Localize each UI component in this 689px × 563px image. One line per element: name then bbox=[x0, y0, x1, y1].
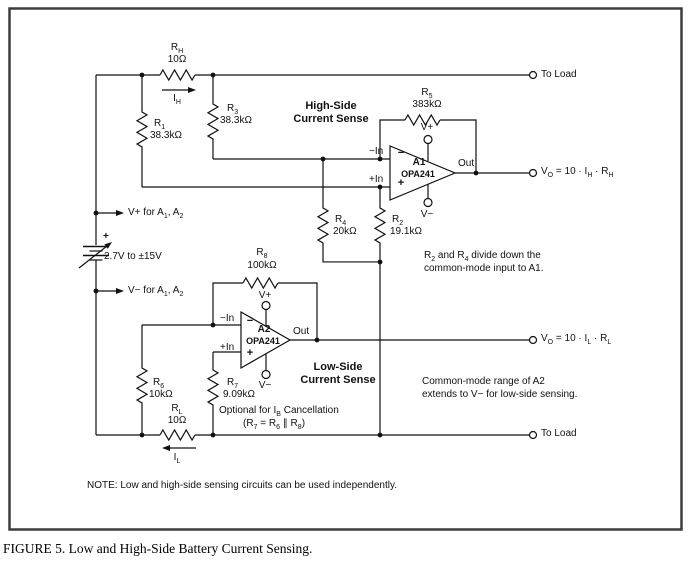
rh-value-label: 10Ω bbox=[167, 54, 187, 65]
rl-value-label: 10Ω bbox=[167, 415, 187, 426]
r6-resistor bbox=[137, 325, 147, 435]
a1-part-label: OPA241 bbox=[401, 169, 435, 179]
r8-name-label: $R_8$ bbox=[256, 247, 268, 260]
a2-pos-in-label: +In bbox=[220, 342, 235, 353]
a2-part-label: OPA241 bbox=[246, 336, 280, 346]
a1-vminus-label: V− bbox=[420, 209, 434, 220]
to-load-top-label: To Load bbox=[541, 69, 577, 80]
rl-name-label: $R_L$ bbox=[171, 403, 183, 416]
figure-note: NOTE: Low and high-side sensing circuits can be used independently. bbox=[87, 480, 397, 491]
r4-value-label: 20kΩ bbox=[333, 226, 357, 237]
a1-vplus-label: V+ bbox=[420, 122, 434, 133]
high-side-title bbox=[293, 100, 368, 126]
a2-neg-in-label: −In bbox=[220, 313, 235, 324]
r7-resistor bbox=[208, 352, 218, 435]
vo-high-label: $V_O = 10 \cdot I_H \cdot R_H$ bbox=[541, 166, 614, 179]
r5-value-label: 383kΩ bbox=[412, 99, 442, 110]
a2-name-label: A2 bbox=[257, 324, 271, 335]
a2-vplus-label: V+ bbox=[258, 290, 272, 301]
battery-plus-sign: + bbox=[103, 231, 109, 242]
a2-out-label: Out bbox=[293, 326, 310, 337]
vplus-supply-label: V+ for $A_1$, $A_2$ bbox=[128, 207, 184, 220]
divider-note-line1: $R_2$ and $R_4$ divide down the bbox=[424, 250, 541, 263]
vminus-tap-arrow bbox=[96, 288, 124, 294]
high-side-title-line2: Current Sense bbox=[293, 113, 369, 125]
high-side-title-line1: High-Side bbox=[305, 100, 357, 112]
a1-pos-in-label: +In bbox=[369, 174, 384, 185]
optional-note-line2: ($R_7 = R_6$ ∥ $R_8$) bbox=[243, 418, 306, 431]
r6-name-label: $R_6$ bbox=[153, 377, 165, 390]
r1-name-label: $R_1$ bbox=[154, 118, 166, 131]
cm-note-line2: extends to V− for low-side sensing. bbox=[422, 389, 578, 400]
r2-resistor bbox=[375, 187, 385, 435]
a2-vminus-label: V− bbox=[258, 380, 272, 391]
rl-resistor bbox=[160, 430, 195, 440]
a1-out-label: Out bbox=[458, 158, 475, 169]
vo-low-terminal bbox=[530, 337, 537, 344]
to-load-bottom-label: To Load bbox=[541, 428, 577, 439]
r6-value-label: 10kΩ bbox=[149, 389, 173, 400]
r5-name-label: $R_5$ bbox=[421, 87, 433, 100]
vminus-supply-label: V− for $A_1$, $A_2$ bbox=[128, 285, 184, 298]
r1-value-label: 38.3kΩ bbox=[150, 130, 182, 141]
r4-name-label: $R_4$ bbox=[335, 214, 347, 227]
figure-caption: FIGURE 5. Low and High-Side Battery Current Sensing. bbox=[3, 541, 313, 556]
r2-value-label: 19.1kΩ bbox=[390, 226, 422, 237]
r3-value-label: 38.3kΩ bbox=[220, 115, 252, 126]
r3-resistor bbox=[208, 75, 218, 159]
low-side-title-line1: Low-Side bbox=[313, 361, 363, 373]
to-load-terminal-top bbox=[530, 72, 537, 79]
low-side-title-line2: Current Sense bbox=[300, 374, 376, 386]
ih-current-label: $I_H$ bbox=[173, 93, 181, 106]
optional-note-line1: Optional for $I_B$ Cancellation bbox=[219, 405, 339, 418]
vplus-tap-arrow bbox=[96, 210, 124, 216]
a1-plus-sign: + bbox=[397, 177, 405, 189]
battery-range-label: 2.7V to ±15V bbox=[104, 251, 162, 262]
r7-name-label: $R_7$ bbox=[227, 377, 239, 390]
rh-resistor bbox=[160, 70, 195, 80]
divider-note-line2: common-mode input to A1. bbox=[424, 263, 544, 274]
cm-note-line1: Common-mode range of A2 bbox=[422, 376, 545, 387]
r2-name-label: $R_2$ bbox=[392, 214, 404, 227]
to-load-terminal-bottom bbox=[530, 432, 537, 439]
r8-value-label: 100kΩ bbox=[247, 260, 277, 271]
a2-plus-sign: + bbox=[246, 347, 254, 359]
a2-minus-sign: − bbox=[246, 315, 254, 327]
rh-name-label: $R_H$ bbox=[170, 42, 184, 55]
low-side-title bbox=[300, 361, 375, 387]
vo-high-terminal bbox=[530, 170, 537, 177]
a1-minus-sign: − bbox=[397, 147, 405, 159]
il-current-label: $I_L$ bbox=[173, 452, 181, 465]
a1-name-label: A1 bbox=[412, 157, 426, 168]
r3-name-label: $R_3$ bbox=[227, 103, 239, 116]
r7-value-label: 9.09kΩ bbox=[223, 389, 255, 400]
r1-resistor bbox=[137, 75, 147, 187]
figure-border bbox=[10, 9, 682, 530]
il-current-arrow bbox=[162, 445, 196, 451]
vo-low-label: $V_O = 10 \cdot I_L \cdot R_L$ bbox=[541, 333, 612, 346]
a1-neg-in-label: −In bbox=[369, 146, 384, 157]
